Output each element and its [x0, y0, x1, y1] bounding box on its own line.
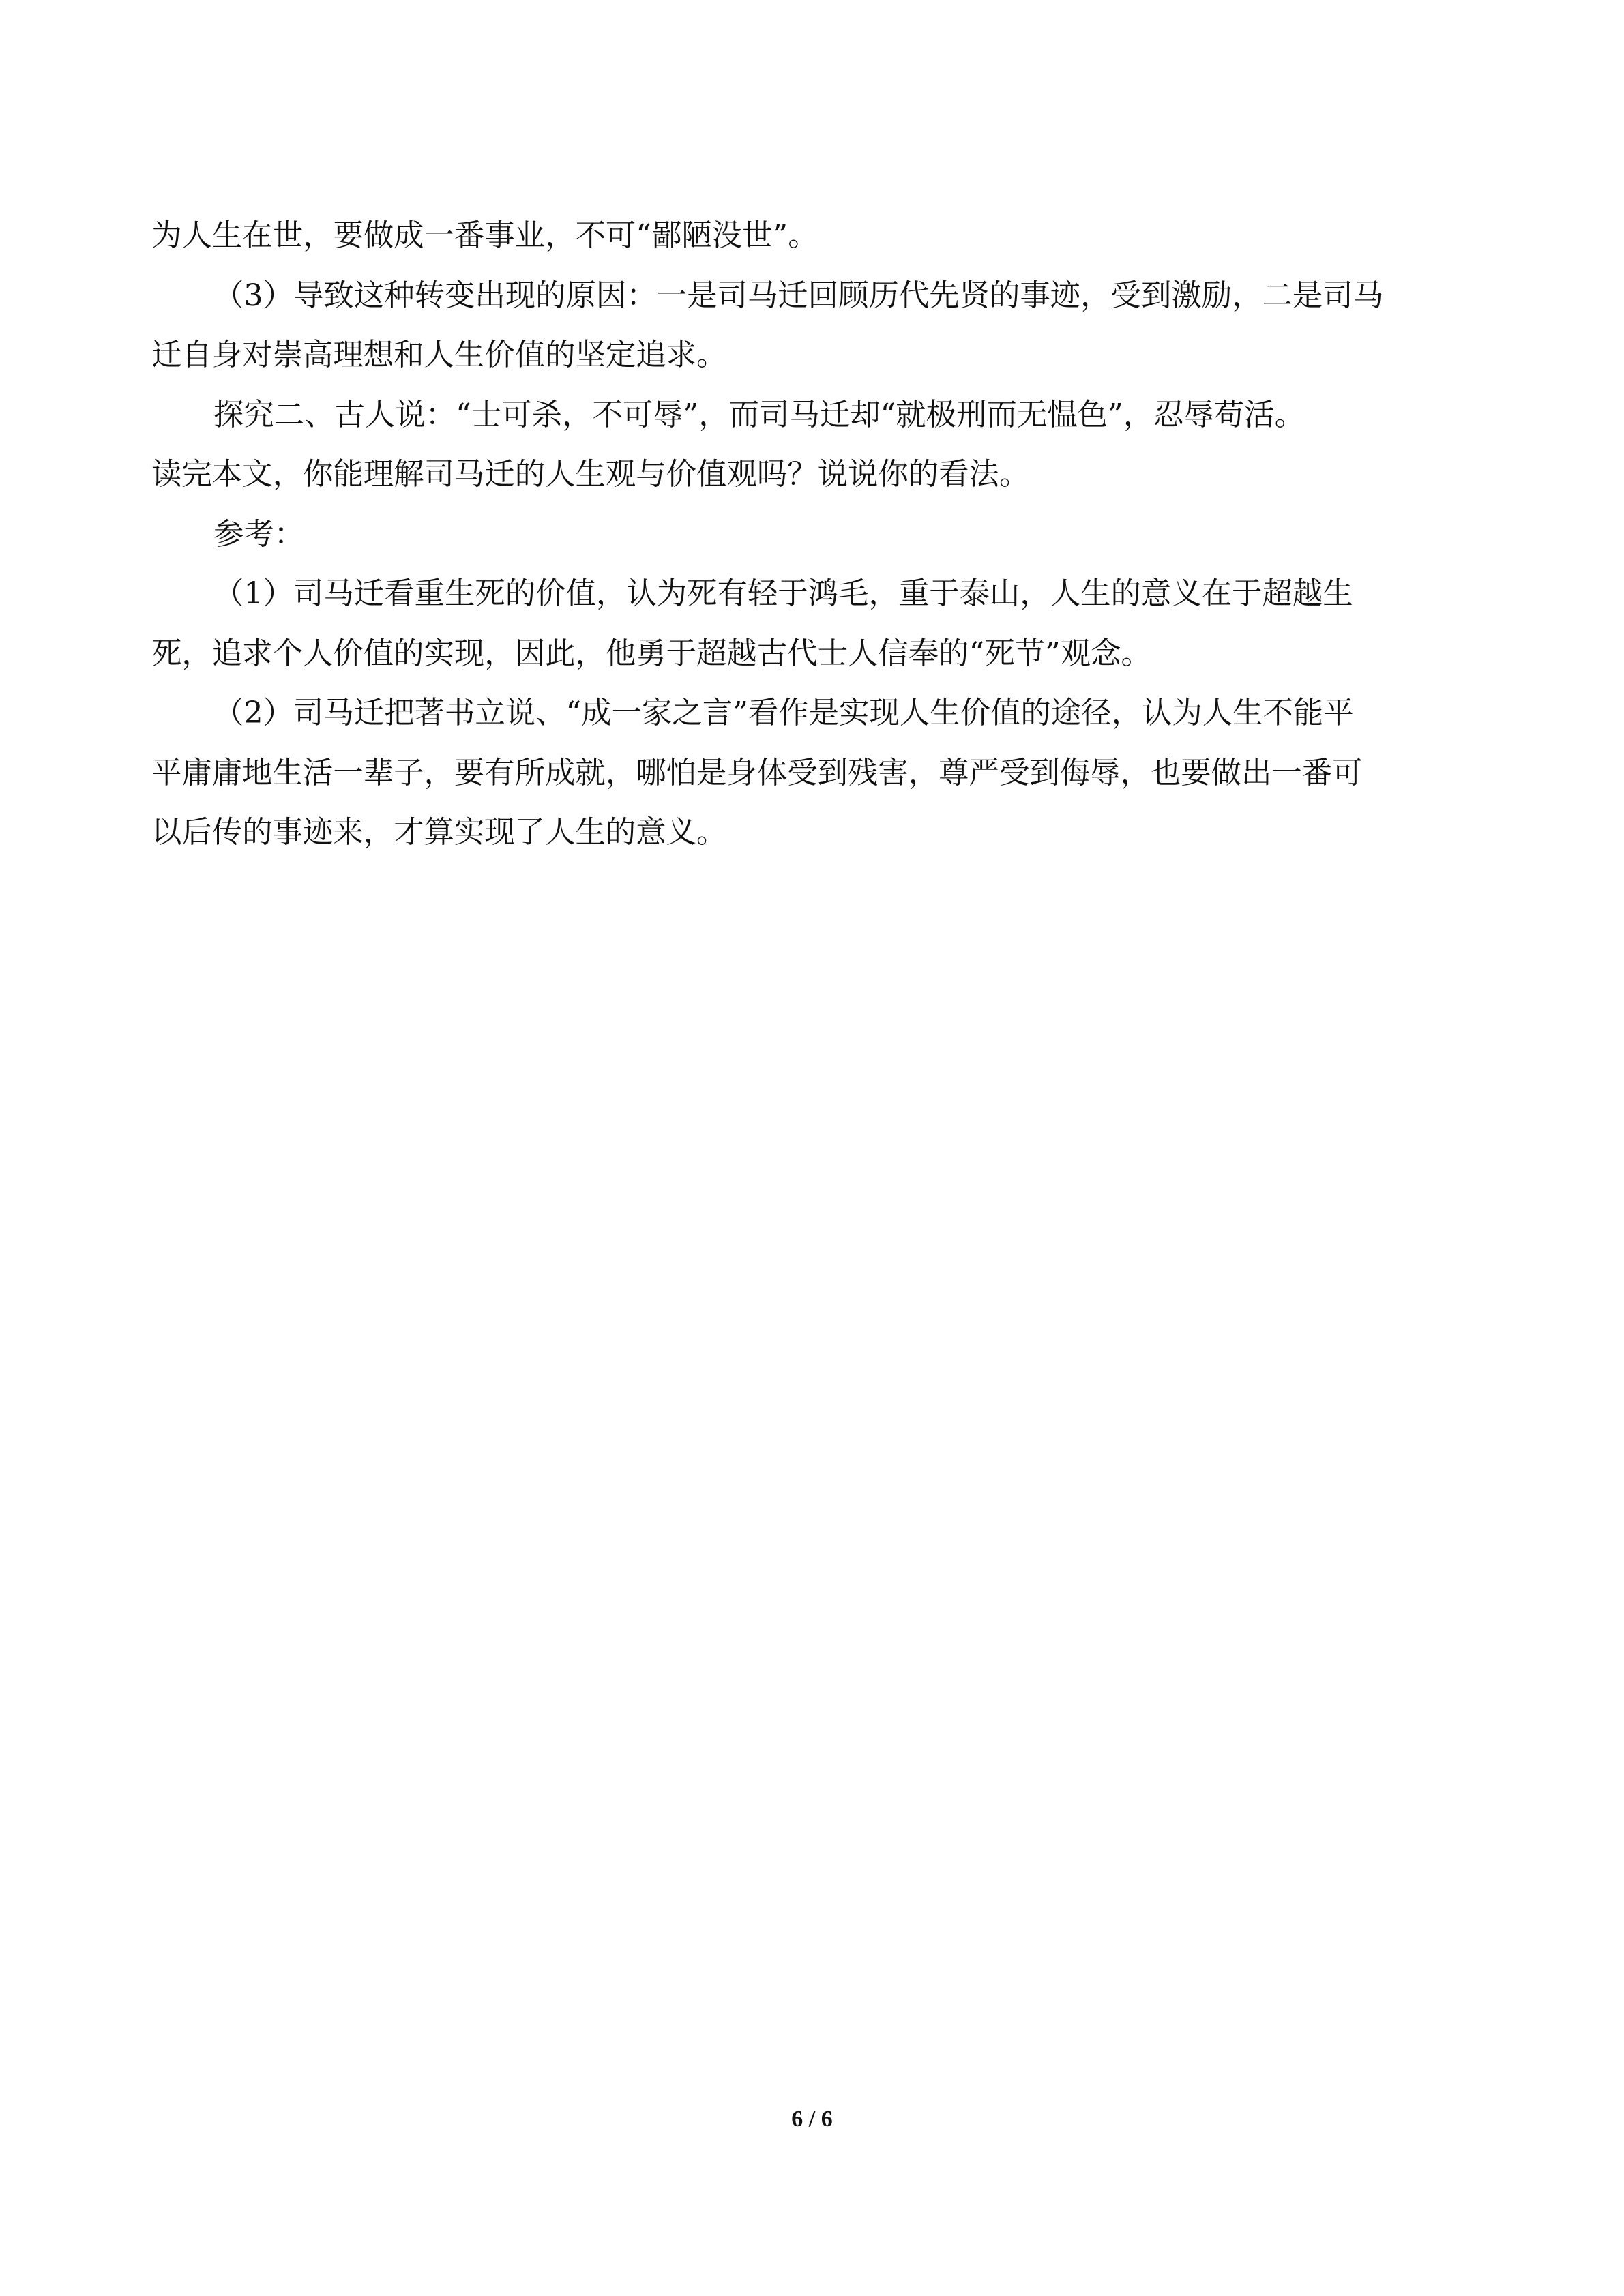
paragraph-2	[151, 266, 1481, 385]
paragraph-5	[151, 564, 1481, 683]
document-body	[151, 206, 1481, 863]
text-line: （3）导致这种转变出现的原因：一是司马迁回顾历代先贤的事迹，受到激励，二是司马	[213, 278, 1384, 313]
text-line: 死，追求个人价值的实现，因此，他勇于超越古代士人信奉的“死节”观念。	[151, 636, 1151, 671]
text-line: 平庸庸地生活一辈子，要有所成就，哪怕是身体受到残害，尊严受到侮辱，也要做出一番可	[151, 755, 1363, 790]
text-line: 迁自身对崇高理想和人生价值的坚定追求。	[151, 338, 727, 372]
paragraph-6	[151, 683, 1481, 863]
paragraph-3	[151, 385, 1481, 505]
paragraph-4	[151, 505, 1481, 565]
text-line: 为人生在世，要做成一番事业，不可“鄙陋没世”。	[151, 218, 818, 253]
text-line: 读完本文，你能理解司马迁的人生观与价值观吗？说说你的看法。	[151, 457, 1030, 492]
text-line: 探究二、古人说：“士可杀，不可辱”，而司马迁却“就极刑而无愠色”，忍辱苟活。	[213, 397, 1305, 432]
paragraph-1	[151, 206, 1481, 266]
text-line: 以后传的事迹来，才算实现了人生的意义。	[151, 815, 727, 850]
text-line: （2）司马迁把著书立说、“成一家之言”看作是实现人生价值的途径，认为人生不能平	[213, 696, 1354, 730]
text-line: （1）司马迁看重生死的价值，认为死有轻于鸿毛，重于泰山，人生的意义在于超越生	[213, 576, 1353, 611]
text-line: 参考：	[213, 516, 305, 552]
page-number: 6 / 6	[791, 2106, 833, 2132]
